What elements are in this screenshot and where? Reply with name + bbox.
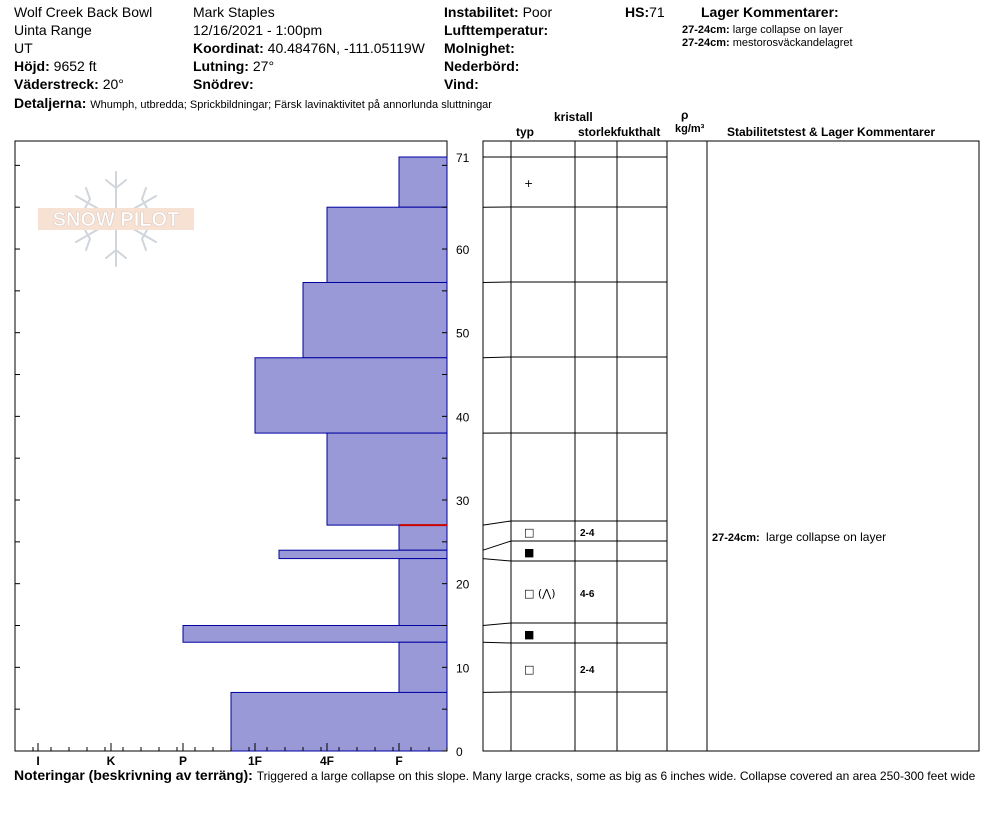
notes-label: Noteringar (beskrivning av terräng): <box>14 767 253 783</box>
coordinate-label: Koordinat: <box>193 40 264 56</box>
hardness-tick-label: 1F <box>247 754 263 768</box>
crystal-rows <box>524 177 595 676</box>
crystal-type: + <box>524 177 534 190</box>
hardness-layer-bar <box>303 282 447 357</box>
column-header-stability: Stabilitetstest & Lager Kommentarer <box>727 125 936 139</box>
precip-label: Nederbörd: <box>444 58 520 74</box>
left-axis-ticks <box>15 165 20 751</box>
crystal-type: □ (⋀) <box>524 587 556 600</box>
hardness-layer-bar <box>327 207 447 282</box>
stability-comment-range: 27-24cm: <box>712 532 760 544</box>
height-tick-label: 20 <box>456 577 470 592</box>
crystal-size: 2-4 <box>580 665 595 676</box>
crystal-table-frame <box>483 141 979 751</box>
crystal-type: ■ <box>524 546 535 559</box>
height-tick-label: 50 <box>456 326 470 341</box>
column-header-density-unit: kg/m³ <box>675 123 705 135</box>
aspect-label: Väderstreck: <box>14 76 99 92</box>
height-tick-label: 60 <box>456 243 470 258</box>
layer-comments-heading: Lager Kommentarer: <box>701 4 839 20</box>
height-tick-label: 10 <box>456 661 470 676</box>
aspect-value: 20° <box>102 76 124 92</box>
crystal-type: □ <box>524 663 535 676</box>
crystal-size: 2-4 <box>580 528 595 539</box>
height-tick-label: 30 <box>456 494 470 509</box>
instability-value: Poor <box>522 4 553 20</box>
hardness-layer-bar <box>399 559 447 626</box>
hardness-tick-label: F <box>395 754 403 768</box>
snowdrift-label: Snödrev: <box>193 76 254 92</box>
location-name: Wolf Creek Back Bowl <box>14 4 153 20</box>
slope-value: 27° <box>252 58 275 74</box>
hardness-tick-label: P <box>178 754 188 768</box>
column-header-density-symbol: ρ <box>681 108 689 122</box>
height-tick-label: 71 <box>456 151 470 165</box>
column-header-typ: typ <box>516 125 534 139</box>
layer-comment-text: large collapse on layer <box>732 24 843 36</box>
stability-comment <box>712 530 886 544</box>
observation-datetime: 12/16/2021 - 1:00pm <box>193 22 323 38</box>
hardness-tick-label: K <box>106 754 116 768</box>
layer-comment-range: 27-24cm: <box>682 37 730 49</box>
elevation-label: Höjd: <box>14 58 50 74</box>
hardness-layer-bar <box>399 642 447 692</box>
notes-text: Triggered a large collapse on this slope. Many large cracks, some as big as 6 inches wide. Collapse covered an area 250-300 feet wide <box>256 769 976 783</box>
mountain-range: Uinta Range <box>14 22 92 38</box>
crystal-size: 4-6 <box>580 589 595 600</box>
hardness-layer-bar <box>399 525 447 550</box>
instability-label: Instabilitet: <box>444 4 519 20</box>
hardness-layer-bar <box>255 358 447 433</box>
column-header-storlek: storlek <box>578 125 618 139</box>
crystal-type: □ <box>524 526 535 539</box>
snowpilot-logo <box>38 172 194 266</box>
elevation-value: 9652 ft <box>53 58 97 74</box>
state: UT <box>14 40 33 56</box>
hardness-layer-bar <box>183 626 447 643</box>
layer-comment-text: mestorosväckandelagret <box>732 37 853 49</box>
details-value: Whumph, utbredda; Sprickbildningar; Färsk lavinaktivitet på annorlunda sluttningar <box>90 99 492 111</box>
hs-label: HS: <box>625 4 650 20</box>
details-label: Detaljerna: <box>14 95 87 111</box>
hardness-tick-label: 4F <box>319 754 335 768</box>
height-tick-label: 0 <box>456 745 463 759</box>
height-tick-label: 40 <box>456 410 470 425</box>
observer-name: Mark Staples <box>193 4 275 20</box>
hs-value: 71 <box>649 4 665 20</box>
wind-label: Vind: <box>444 76 479 92</box>
slope-label: Lutning: <box>193 58 249 74</box>
column-header-fukthalt: fukthalt <box>617 125 661 139</box>
hardness-layer-bar <box>279 550 447 558</box>
hardness-layer-bar <box>327 433 447 525</box>
coordinate-value: 40.48476N, -111.05119W <box>267 40 425 56</box>
stability-comment-text: large collapse on layer <box>766 530 887 544</box>
airtemp-label: Lufttemperatur: <box>444 22 549 38</box>
cloud-label: Molnighet: <box>444 40 515 56</box>
snowpilot-logo-text: SNOW PILOT <box>52 209 180 231</box>
hardness-layer-bar <box>399 157 447 207</box>
layer-comment-range: 27-24cm: <box>682 24 730 36</box>
crystal-type: ■ <box>524 628 535 641</box>
hardness-layer-bar <box>231 692 447 751</box>
hardness-layers <box>183 157 447 751</box>
hardness-tick-label: I <box>36 754 40 768</box>
notes-row <box>14 768 975 782</box>
column-header-kristall: kristall <box>554 110 593 124</box>
